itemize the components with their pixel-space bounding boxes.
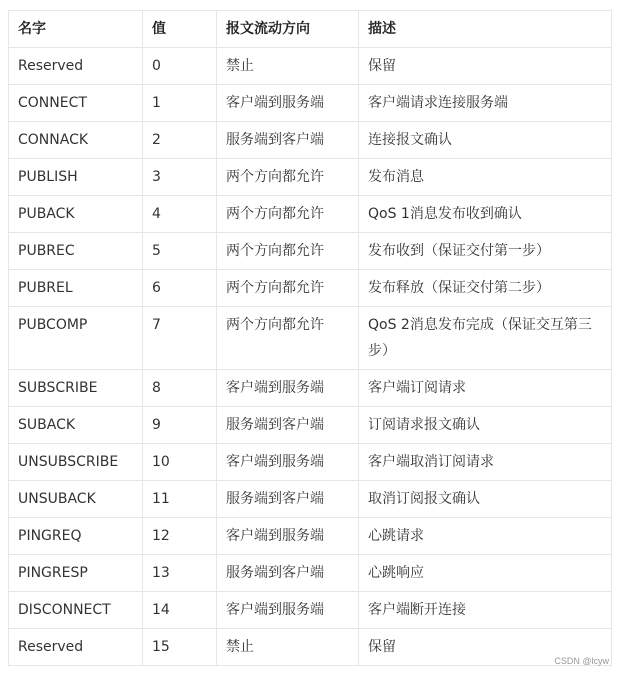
cell-direction: 客户端到服务端: [217, 592, 359, 629]
cell-description: QoS 2消息发布完成（保证交互第三步）: [359, 307, 612, 370]
cell-description: 保留: [359, 48, 612, 85]
cell-direction: 客户端到服务端: [217, 518, 359, 555]
cell-direction: 禁止: [217, 48, 359, 85]
cell-direction: 禁止: [217, 629, 359, 666]
cell-name: PINGRESP: [9, 555, 143, 592]
table-header-row: [9, 11, 612, 48]
table-row: [9, 518, 612, 555]
cell-direction: 客户端到服务端: [217, 370, 359, 407]
cell-value: 12: [143, 518, 217, 555]
cell-name: Reserved: [9, 48, 143, 85]
cell-value: 13: [143, 555, 217, 592]
cell-description: QoS 1消息发布收到确认: [359, 196, 612, 233]
cell-value: 0: [143, 48, 217, 85]
cell-value: 5: [143, 233, 217, 270]
cell-description: 客户端取消订阅请求: [359, 444, 612, 481]
cell-description: 连接报文确认: [359, 122, 612, 159]
cell-name: PUBACK: [9, 196, 143, 233]
header-direction: 报文流动方向: [217, 11, 359, 48]
cell-name: PUBCOMP: [9, 307, 143, 370]
cell-direction: 两个方向都允许: [217, 159, 359, 196]
cell-direction: 服务端到客户端: [217, 122, 359, 159]
mqtt-packet-type-table: [8, 10, 612, 666]
cell-name: PINGREQ: [9, 518, 143, 555]
table-row: [9, 85, 612, 122]
cell-description: 保留: [359, 629, 612, 666]
cell-direction: 服务端到客户端: [217, 555, 359, 592]
cell-direction: 服务端到客户端: [217, 481, 359, 518]
cell-name: UNSUBACK: [9, 481, 143, 518]
cell-description: 心跳响应: [359, 555, 612, 592]
table-row: [9, 196, 612, 233]
cell-name: SUBACK: [9, 407, 143, 444]
cell-description: 客户端断开连接: [359, 592, 612, 629]
cell-value: 2: [143, 122, 217, 159]
cell-direction: 两个方向都允许: [217, 270, 359, 307]
table-row: [9, 48, 612, 85]
cell-name: CONNACK: [9, 122, 143, 159]
cell-value: 1: [143, 85, 217, 122]
cell-value: 4: [143, 196, 217, 233]
cell-name: SUBSCRIBE: [9, 370, 143, 407]
cell-description: 发布释放（保证交付第二步）: [359, 270, 612, 307]
watermark: CSDN @lcyw: [554, 656, 609, 666]
cell-value: 15: [143, 629, 217, 666]
table-row: [9, 159, 612, 196]
table-row: [9, 592, 612, 629]
cell-name: DISCONNECT: [9, 592, 143, 629]
table-row: [9, 407, 612, 444]
cell-description: 订阅请求报文确认: [359, 407, 612, 444]
table-row: [9, 444, 612, 481]
cell-name: PUBLISH: [9, 159, 143, 196]
cell-name: Reserved: [9, 629, 143, 666]
cell-value: 8: [143, 370, 217, 407]
header-name: 名字: [9, 11, 143, 48]
table-row: [9, 481, 612, 518]
cell-direction: 两个方向都允许: [217, 307, 359, 370]
table-row: [9, 122, 612, 159]
cell-description: 发布收到（保证交付第一步）: [359, 233, 612, 270]
cell-value: 7: [143, 307, 217, 370]
cell-value: 10: [143, 444, 217, 481]
cell-direction: 客户端到服务端: [217, 85, 359, 122]
cell-name: PUBREC: [9, 233, 143, 270]
cell-value: 6: [143, 270, 217, 307]
cell-description: 客户端请求连接服务端: [359, 85, 612, 122]
cell-direction: 两个方向都允许: [217, 196, 359, 233]
cell-description: 心跳请求: [359, 518, 612, 555]
cell-value: 3: [143, 159, 217, 196]
cell-value: 9: [143, 407, 217, 444]
cell-direction: 客户端到服务端: [217, 444, 359, 481]
header-description: 描述: [359, 11, 612, 48]
table-row: [9, 629, 612, 666]
table-row: [9, 370, 612, 407]
table-row: [9, 307, 612, 370]
table-row: [9, 233, 612, 270]
table-row: [9, 555, 612, 592]
cell-description: 发布消息: [359, 159, 612, 196]
table-row: [9, 270, 612, 307]
cell-description: 取消订阅报文确认: [359, 481, 612, 518]
cell-value: 14: [143, 592, 217, 629]
cell-value: 11: [143, 481, 217, 518]
cell-name: CONNECT: [9, 85, 143, 122]
cell-direction: 两个方向都允许: [217, 233, 359, 270]
cell-name: PUBREL: [9, 270, 143, 307]
cell-description: 客户端订阅请求: [359, 370, 612, 407]
cell-direction: 服务端到客户端: [217, 407, 359, 444]
header-value: 值: [143, 11, 217, 48]
cell-name: UNSUBSCRIBE: [9, 444, 143, 481]
